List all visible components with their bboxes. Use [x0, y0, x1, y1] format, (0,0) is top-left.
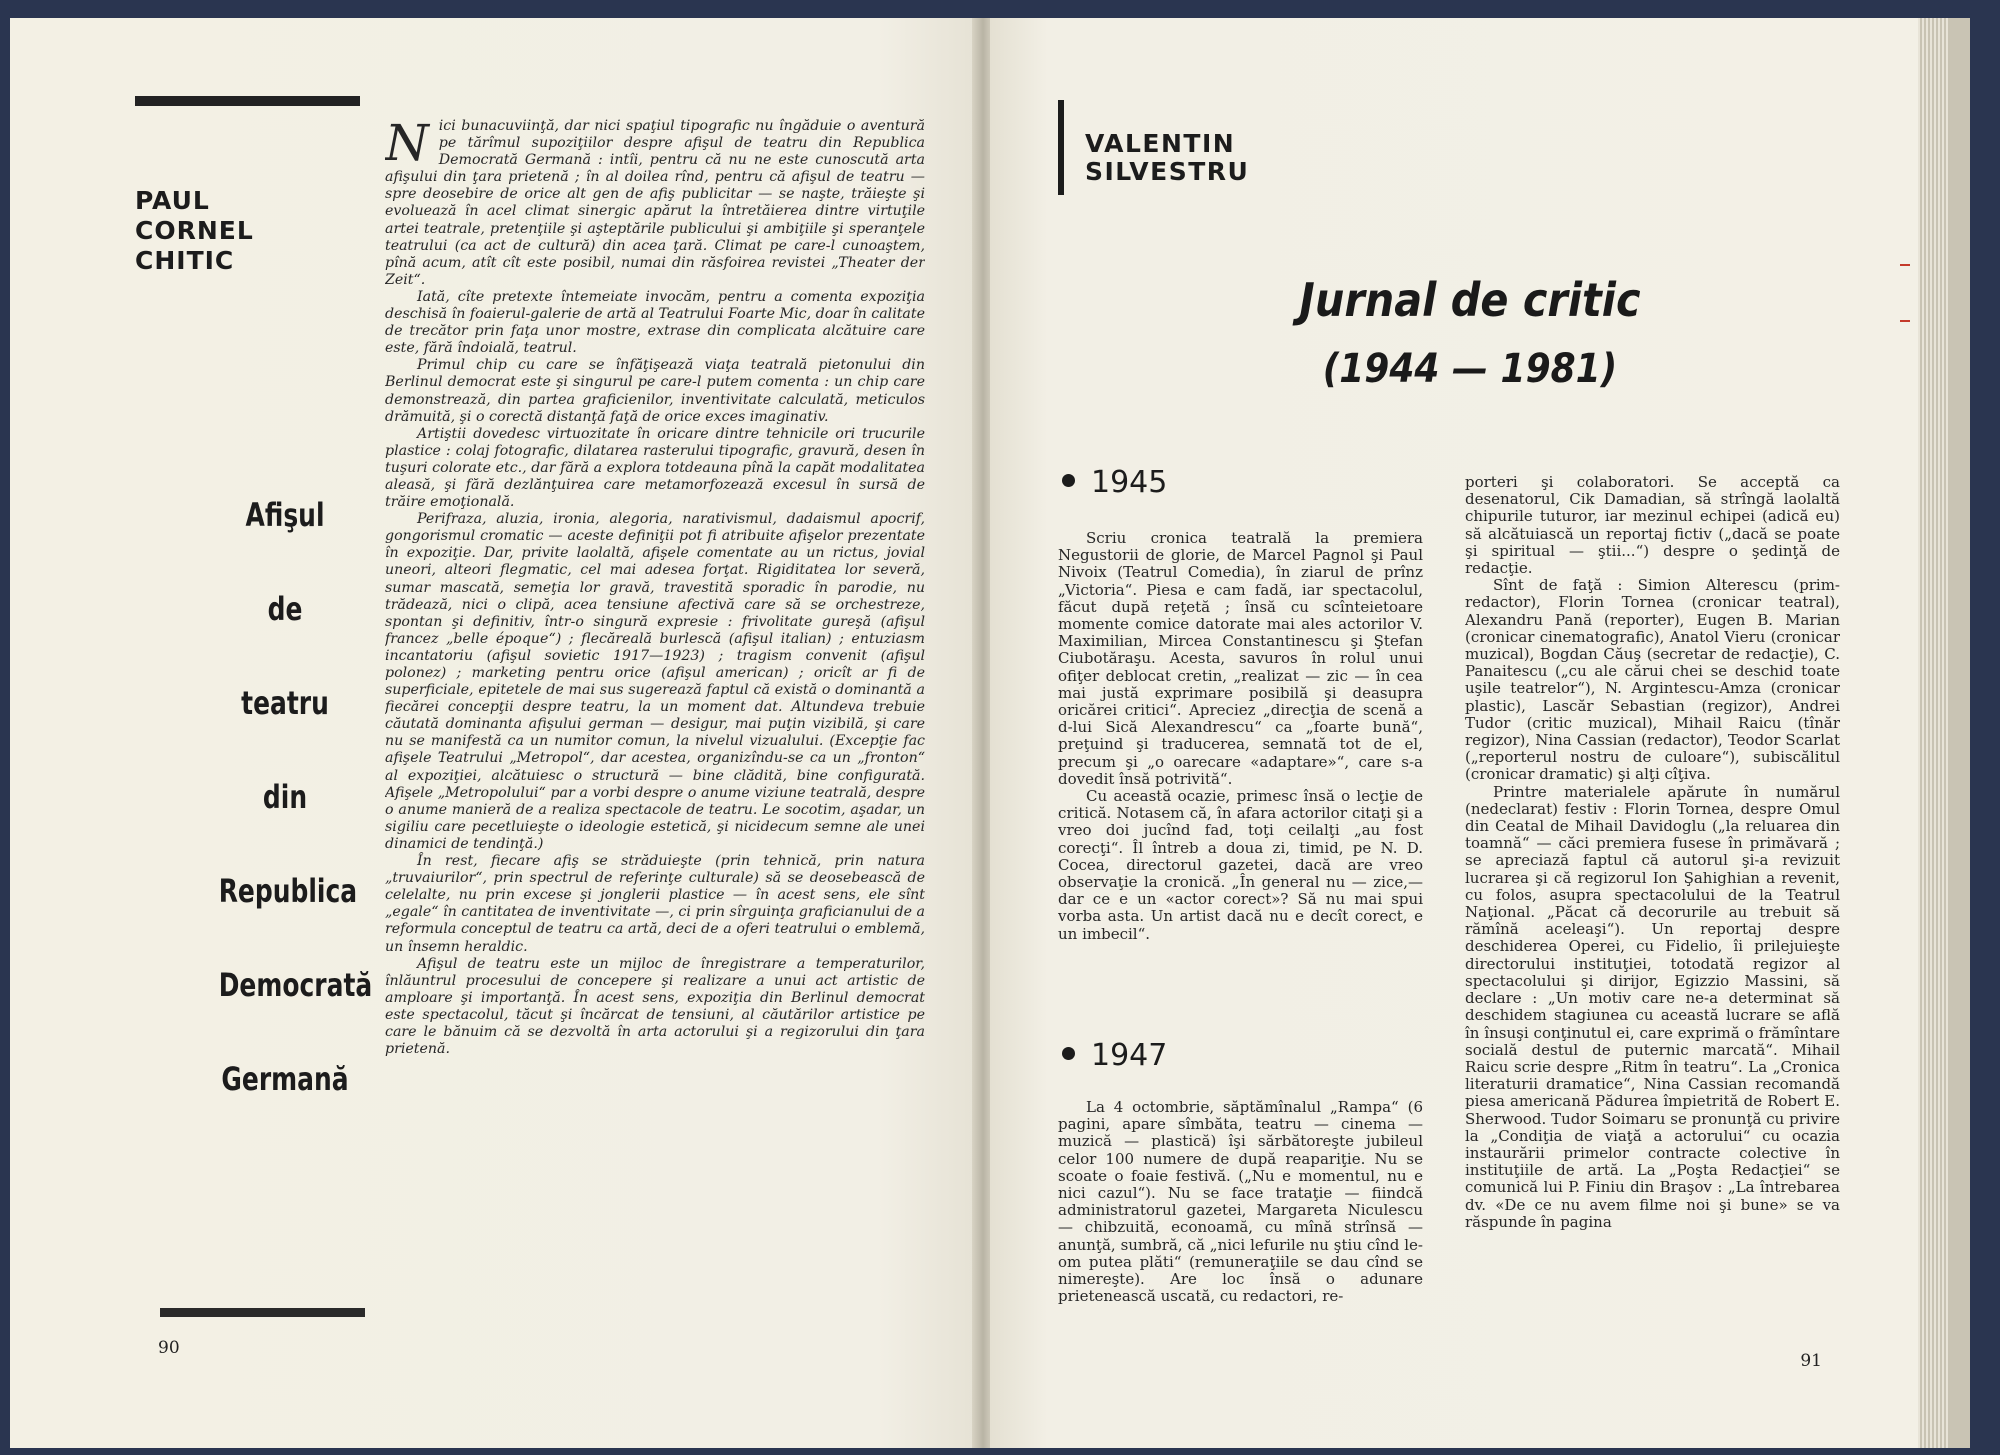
- body-paragraph: Perifraza, aluzia, ironia, alegoria, narativismul, dadaismul apocrif, gongorismul cromatic — aceste definiţii pot fi atribuite afişelor prezentate în expoziţie. Dar, privite laolaltă, afişele comentate au un rictus, jovial uneori, alteori flegmatic, cel mai adesea forţat. Rigiditatea lor severă, sumar mascată, semeţia lor gravă, travestită sporadic în parodie, nu trădează, nici o clipă, acea tensiune afectivă care să se orchestreze, spontan şi definitiv, într-o singură expresie : frivolitate gureşă (afişul francez „belle époque“) ; flecăreală burlescă (afişul italian) ; entuziasm incantatoriu (afişul sovietic 1917—1923) ; tragism convenit (afişul polonez) ; marketing pentru orice (afişul american) ; oricît ar fi de superficiale, epitetele de mai sus sugerează faptul că există o dominantă a fiecărei concepţii despre teatru, la un moment dat. Altundeva trebuie căutată dominanta afişului german — desigur, mai puţin vizibilă, şi care nu se manifestă ca un numitor comun, la nivelul vizualului. (Excepţie fac afişele Teatrului „Metropol“, dar acestea, organizîndu-se ca un „fronton“ al expoziţiei, alcătuiesc o structură — bine clădită, bine configurată. Afişele „Metropolului“ par a vorbi despre o anume viziune teatrală, despre o anume manieră de a realiza spectacole de teatru. Le socotim, aşadar, un sigiliu care pecetluieşte o ideologie estetică, şi nicidecum semne ale unei dinamici de tendinţă.): [385, 511, 925, 852]
- book-spread: [10, 18, 1970, 1448]
- year-heading-1947: [1062, 1038, 1167, 1073]
- title-word: Democrată: [218, 966, 373, 1004]
- author-bar: [1058, 100, 1064, 195]
- right-author: [1085, 130, 1345, 186]
- right-article-title: Jurnal de critic: [1299, 273, 1641, 327]
- left-author-line: PAUL: [135, 186, 210, 215]
- page-number-left: 90: [158, 1338, 180, 1358]
- body-paragraph: Printre materialele apărute în numărul (nedeclarat) festiv : Florin Tornea, despre Omul din Ceatal de Mihail Davidoglu („la reluarea din toamnă“ — căci premiera fusese în primăvară ; se apreciază faptul că autorul şi-a revizuit lucrarea şi că regizorul Ion Şahighian a revenit, cu folos, asupra spectacolului de la Teatrul Naţional. „Păcat că decorurile au trebuit să rămînă aceleaşi“). Un reportaj despre deschiderea Operei, cu Fidelio, îi prilejuieşte directorului instituţiei, totodată regizor al spectacolului şi dirijor, Egizzio Massini, să declare : „Un motiv care ne-a determinat să deschidem stagiunea cu această lucrare se află în însuşi conţinutul ei, care exprimă o frămîntare socială destul de puternic marcată“. Mihail Raicu scrie despre „Ritm în teatru“. La „Cronica literaturii dramatice“, Nina Cassian recomandă piesa americană Pădurea împietrită de Robert E. Sherwood. Tudor Soimaru se pronunţă cu privire la „Condiţia de viaţă a actorului“ cu ocazia instaurării primelor contracte colective în instituţiile de artă. La „Poşta Redacţiei“ se comunică lui P. Finiu din Braşov : „La întrebarea dv. «De ce nu avem filme noi şi bune» se va răspunde în pagina: [1465, 782, 1840, 1231]
- body-paragraph: În rest, fiecare afiş se străduieşte (prin tehnică, prin natura „truvaiurilor“, prin spectrul de referinţe culturale) să se deosebească de celelalte, nu prin excese şi jonglerii plastice — în acest sens, ele sînt „egale“ în cantitatea de inventivitate —, ci prin sîrguinţa graficianului de a reformula conceptul de teatru ca artă, deci de a oferi teatrului o emblemă, un însemn heraldic.: [385, 853, 925, 955]
- body-paragraph: Cu această ocazie, primesc însă o lecţie de critică. Notasem că, în afara actorilor citaţi şi a vreo doi jucînd fad, toţi ceilalţi „au fost corecţi“. Îl întreb a doua zi, timid, pe N. D. Cocea, directorul gazetei, dacă are vreo observaţie la cronică. „În general nu — zice,— dar ce e un «actor corect»? Să nu mai spui vorba asta. Un artist dacă nu e decît corect, e un imbecil“.: [1058, 787, 1423, 943]
- page-number-right: 91: [1800, 1351, 1822, 1371]
- body-paragraph: La 4 octombrie, săptămînalul „Rampa“ (6 pagini, apare sîmbăta, teatru — cinema — muzică — plastică) îşi sărbătoreşte jubileul celor 100 numere de după reapariţie. Nu se scoate o foaie festivă. („Nu e momentul, nu e nici cazul“). Nu se face trataţie — fiindcă administratorul gazetei, Margareta Niculescu — chibzuită, econoamă, cu mînă strînsă — anunţă, sumbră, că „nici lefurile nu ştiu cînd le-om putea plăti“ (remuneraţiile se dau cînd se nimereşte). Are loc însă o adunare prietenească uscată, cu redactori, re-: [1058, 1099, 1423, 1306]
- year-heading-1945: [1062, 465, 1167, 500]
- title-word: teatru: [241, 684, 329, 722]
- body-paragraph: Sînt de faţă : Simion Alterescu (prim-redactor), Florin Tornea (cronicar teatral), Alexandru Pană (reporter), Eugen B. Marian (cronicar cinematografic), Anatol Vieru (cronicar muzical), Bogdan Căuş (secretar de redacţie), C. Panaitescu („cu ale cărui chei se deschid toate uşile teatrelor“), N. Argintescu-Amza (cronicar plastic), Lascăr Sebastian (regizor), Andrei Tudor (critic muzical), Mihail Raicu (tînăr regizor), Nina Cassian (redactor), Teodor Scarlat („reporterul nostru de culoare“), subiscălitul (cronicar dramatic) şi alţi cîţiva.: [1465, 576, 1840, 784]
- body-paragraph: Iată, cîte pretexte întemeiate invocăm, pentru a comenta expoziţia deschisă în foaierul-galerie de artă al Teatrului Foarte Mic, doar în calitate de trecător prin faţa unor mostre, extrase din complicata alcătuire care este, fără îndoială, teatrul.: [385, 288, 925, 357]
- right-article-subtitle: (1944 — 1981): [1322, 346, 1618, 392]
- left-author: [135, 186, 335, 276]
- body-paragraph: Artiştii dovedesc virtuozitate în oricare dintre tehnicile ori trucurile plastice : colaj fotografic, dilatarea rasterului tipografic, gravură, desen în tuşuri colorate etc., dar fără a explora totdeauna pînă la capăt modalitatea aleasă, şi fără dezlănţuirea care metamorfozează excesul în sursă de trăire emoţională.: [385, 425, 925, 511]
- bullet-icon: [1062, 474, 1075, 487]
- bottom-rule-left: [160, 1308, 365, 1317]
- index-tab-mark: [1900, 264, 1910, 266]
- title-word: Germană: [221, 1060, 349, 1098]
- title-word: Republica: [218, 872, 358, 910]
- body-paragraph: Afişul de teatru este un mijloc de înregistrare a temperaturilor, înlăuntrul procesului de concepere şi realizare a unui act artistic de amploare şi importanţă. În acest sens, expoziţia din Berlinul democrat este spectacolul, tăcut şi încărcat de tensiuni, al căutărilor artistice pe care le bănuim că se dezvoltă în arta actorului şi a regizorului din ţara prietenă.: [385, 955, 925, 1058]
- left-author-line: CORNEL: [135, 216, 254, 245]
- top-rule-left: [135, 96, 360, 106]
- column-right: [1465, 474, 1840, 1344]
- left-page: [10, 18, 975, 1448]
- drop-cap: N: [385, 118, 429, 172]
- column-1945: [1058, 530, 1423, 1000]
- right-author-line: SILVESTRU: [1085, 157, 1250, 186]
- column-1947: [1058, 1099, 1423, 1339]
- index-tab-mark: [1900, 320, 1910, 322]
- bullet-icon: [1062, 1047, 1075, 1060]
- body-paragraph: Scriu cronica teatrală la premiera Negustorii de glorie, de Marcel Pagnol şi Paul Nivoix (Teatrul Comedia), în ziarul de prînz „Victoria“. Piesa e cam fadă, iar spectacolul, făcut după reţetă ; însă cu scînteietoare momente comice datorate mai ales actorilor V. Maximilian, Mircea Constantinescu şi Ştefan Ciubotăraşu. Acesta, savuros în rolul unui ofiţer deblocat cretin, „realizat — zic — în cea mai justă exprimare posibilă şi deasupra oricărei critici“. Apreciez „direcţia de scenă a d-lui Sică Alexandrescu“ ca „foarte bună“, preţuind şi traducerea, semnată tot de el, precum şi „o oarecare «adaptare»“, care s-a dovedit însă potrivită“.: [1058, 530, 1423, 788]
- body-paragraph: porteri şi colaboratori. Se acceptă ca desenatorul, Cik Damadian, să strîngă laolaltă chipurile tuturor, iar mezinul echipei (adică eu) să alcătuiască un reportaj fictiv („dacă se poate şi spiritual — ştii...“) despre o şedinţă de redacţie.: [1465, 474, 1840, 578]
- right-page: [990, 18, 1950, 1448]
- right-author-line: VALENTIN: [1085, 129, 1236, 158]
- body-paragraph: Primul chip cu care se înfăţişează viaţa teatrală pietonului din Berlinul democrat este şi singurul pe care-l putem comenta : un chip care demonstrează, din partea graficienilor, inventivitate calculată, meticulos drămuită, şi o corectă distanţă faţă de orice exces imaginativ.: [385, 357, 925, 425]
- left-article-body: [385, 118, 925, 1318]
- title-word: de: [267, 590, 303, 628]
- paragraph-text: ici bunacuviinţă, dar nici spaţiul tipografic nu îngăduie o aventură pe tărîmul supoziţiilor despre afişul de teatru din Republica Democrată Germană : intîi, pentru că nu ne este cunoscută arta afişului din ţara prietenă ; în al doilea rînd, pentru că afişul de teatru — spre deosebire de orice alt gen de afiş publicitar — se naşte, trăieşte şi evoluează în acel climat sinergic apărut la întretăierea dintre virtuţile artei teatrale, pretenţiile şi aşteptările publicului şi ambiţiile şi speranţele teatrului (ca act de cultură) din acea ţară. Climat pe care-l cunoaştem, pînă acum, atît cît este posibil, numai din răsfoirea revistei „Theater der Zeit“.: [385, 118, 925, 288]
- title-word: din: [262, 778, 308, 816]
- left-author-line: CHITIC: [135, 246, 235, 275]
- body-paragraph: [385, 118, 925, 289]
- title-word: Afişul: [245, 496, 325, 534]
- page-edge: [1918, 18, 1950, 1448]
- year-text: 1947: [1091, 1038, 1168, 1073]
- year-text: 1945: [1091, 465, 1168, 500]
- left-article-title: [218, 468, 373, 1126]
